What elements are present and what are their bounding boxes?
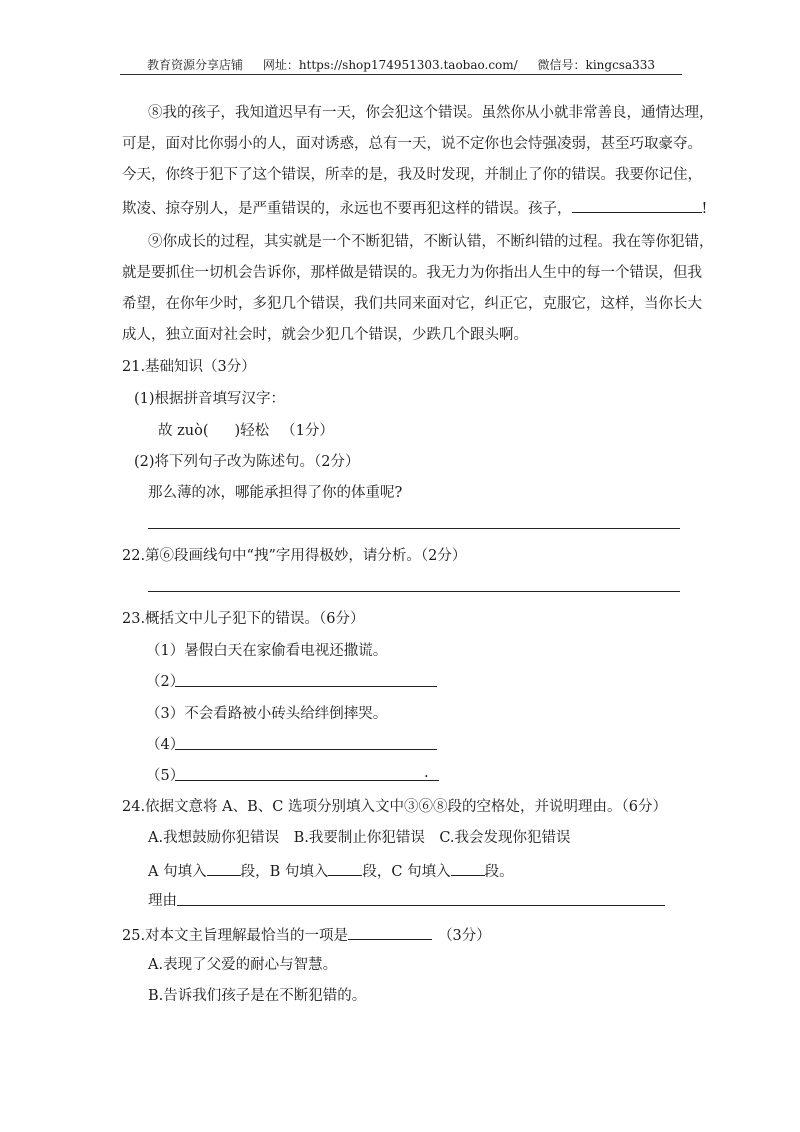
- fill-c-label: 段，C 句填入: [362, 864, 451, 880]
- pinyin-score: （1分）: [281, 423, 334, 439]
- question-25-option-b: B.告诉我们孩子是在不断犯错的。: [148, 988, 367, 1004]
- question-21-sentence: 那么薄的冰，哪能承担得了你的体重呢?: [148, 485, 403, 501]
- question-21-sub-2: (2)将下列句子改为陈述句。（2分）: [134, 454, 360, 470]
- answer-blank-25[interactable]: [348, 923, 432, 940]
- paragraph-8-line-2: 可是，面对比你弱小的人，面对诱惑，总有一天，说不定你也会恃强凌弱，甚至巧取豪夺。: [122, 136, 702, 152]
- question-23-item-4: （4）: [146, 737, 185, 753]
- fill-b-blank[interactable]: [328, 859, 362, 876]
- answer-line-23-4[interactable]: [175, 749, 437, 750]
- header-shop-name: 教育资源分享店铺: [146, 58, 243, 72]
- fill-c-blank[interactable]: [451, 859, 485, 876]
- question-21-sub-1: (1)根据拼音填写汉字：: [134, 391, 286, 407]
- pinyin-prefix: 故 zuò(: [158, 423, 209, 439]
- paragraph-8-exclaim: !: [701, 201, 708, 217]
- answer-23-5-dot: .: [424, 765, 429, 781]
- paragraph-8-line-4: [122, 196, 707, 219]
- paragraph-8-line-1: ⑧我的孩子，我知道迟早有一天，你会犯这个错误。虽然你从小就非常善良，通情达理，: [148, 105, 714, 121]
- question-24-reason-label: 理由: [148, 893, 177, 909]
- answer-line-21[interactable]: [148, 528, 680, 529]
- fill-end: 段。: [484, 864, 514, 880]
- question-25-option-a: A.表现了父爱的耐心与智慧。: [148, 957, 338, 973]
- question-25-text: 25.对本文主旨理解最恰当的一项是: [122, 928, 349, 944]
- question-22-title: 22.第⑥段画线句中“拽”字用得极妙，请分析。（2分）: [122, 548, 467, 564]
- fill-a-blank[interactable]: [207, 859, 241, 876]
- question-21-title: 21.基础知识（3分）: [122, 359, 256, 375]
- pinyin-suffix: )轻松: [234, 423, 270, 439]
- answer-line-24-reason[interactable]: [177, 905, 665, 906]
- question-23-item-1: （1）暑假白天在家偷看电视还撒谎。: [146, 643, 388, 659]
- paragraph-9-line-1: ⑨你成长的过程，其实就是一个不断犯错，不断认错，不断纠错的过程。我在等你犯错，: [148, 234, 714, 250]
- answer-line-22[interactable]: [148, 591, 680, 592]
- question-24-title: 24.依据文意将 A、B、C 选项分别填入文中③⑥⑧段的空格处，并说明理由。（6分）: [122, 799, 667, 815]
- question-23-item-2: （2）: [146, 674, 185, 690]
- answer-line-23-2[interactable]: [175, 686, 437, 687]
- question-24-fill: [148, 859, 514, 882]
- paragraph-9-line-3: 希望，在你年少时，多犯几个错误，我们共同来面对它，纠正它，克服它，这样，当你长大: [122, 296, 702, 312]
- question-23-title: 23.概括文中儿子犯下的错误。（6分）: [122, 611, 365, 627]
- question-25-title: [122, 923, 491, 946]
- paragraph-8-text: 欺凌、掠夺别人，是严重错误的，永远也不要再犯这样的错误。孩子，: [122, 201, 572, 217]
- question-24-options: A.我想鼓励你犯错误 B.我要制止你犯错误 C.我会发现你犯错误: [148, 830, 571, 846]
- header-site-url[interactable]: 网址：https://shop174951303.taobao.com/: [262, 58, 518, 72]
- answer-line-23-5[interactable]: [175, 780, 439, 781]
- paragraph-8-line-3: 今天，你终于犯下了这个错误，所幸的是，我及时发现，并制止了你的错误。我要你记住，: [122, 167, 702, 183]
- question-23-item-5: （5）: [146, 768, 185, 784]
- answer-blank-p8[interactable]: [572, 196, 702, 213]
- question-25-score: （3分）: [438, 928, 491, 944]
- header-wechat: 微信号：kingcsa333: [537, 58, 656, 72]
- question-21-pinyin-item: [158, 421, 334, 441]
- fill-a-label: A 句填入: [148, 864, 207, 880]
- paragraph-9-line-4: 成人，独立面对社会时，就会少犯几个错误，少跌几个跟头啊。: [122, 327, 528, 343]
- fill-b-label: 段，B 句填入: [240, 864, 329, 880]
- paragraph-9-line-2: 就是要抓住一切机会告诉你，那样做是错误的。我无力为你指出人生中的每一个错误，但我: [122, 265, 702, 281]
- question-23-item-3: （3）不会看路被小砖头给绊倒摔哭。: [146, 706, 388, 722]
